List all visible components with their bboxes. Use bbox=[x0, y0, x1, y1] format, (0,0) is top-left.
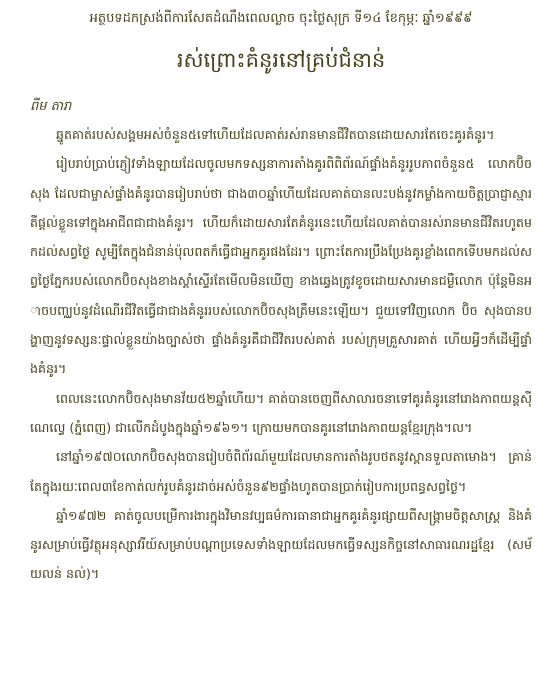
article-title: រស់ព្រោះគំនូរនៅគ្រប់ជំនាន់ bbox=[176, 48, 386, 72]
paragraph-1: ឆ្នូតគាត់របស់សង្គមអស់ចំនួន៥ទៅហើយដែលគាត់រស់រានមានជីវិតបានដោយសារតែចេះគូរគំនូរ។ bbox=[56, 127, 495, 142]
paragraph-3: ពេលនេះលោកប៊ិចសុងមានវ័យ៥២ឆ្នាំហើយ។ គាត់បានចេញពីសាលារចនាទៅគូរគំនូរនៅរោងភាពយន្តស៊ីណេល្វេ (ភ្នំពេញ) ជាលើកដំបូងក្នុងឆ្នាំ១៩៦១។ ក្រោយមកបានគូរនៅរោងភាពយន្តខ្មែរក្រុង។ល។ bbox=[30, 390, 532, 435]
paragraph-5: ឆ្នាំ១៩៧២ គាត់ចូលបម្រើការងារក្នុងវិមានវប្បធម៌ការធានាជាអ្នកគូរគំនូរផ្សាយពីសង្គ្រាមចិត្តសាស្ត្រ និងគំនូរសម្រាប់ធ្វើវត្ថុអនុស្សាវរីយ៍សម្រាប់បណ្ដាប្រទេសទាំងឡាយដែលមកធ្វើទស្សនកិច្ចនៅសាធារណរដ្ឋខ្មែរ (សម័យលន់ នល់)។ bbox=[30, 507, 532, 582]
paragraph-2: រៀបរាប់ប្រាប់ភ្ញៀវទាំងឡាយដែលចូលមកទស្សនាការតាំងគូរពិពិព័រណ៍ផ្ទាំងគំនូររូបភាពចំនួន៥ លោកប៊ិចសុង ដែលជាម្ចាស់ផ្ទាំងគំនូរបានរៀបរាប់ថា ជាង៣០ឆ្នាំហើយដែលគាត់បានលះបង់នូវកម្លាំងកាយចិត្តប្រាជ្ញាស្មារតីផ្ដល់ខ្លួនទៅក្នុងអាជីពជាជាងគំនូរ។ ហើយក៏ដោយសារតែគំនូរនេះហើយដែលគាត់បានរស់រានមានជីវិតរហូតមកដល់សព្វថ្ងៃ សូម្បីតែក្នុងជំនាន់ប៉ុលពតក៏ធ្វើជាអ្នកគូរផងដែរ។ ព្រោះតែការប្រឹងប្រែងគូរខ្លាំងពេកទើបមកដល់សព្វថ្ងៃភ្នែករបស់លោកប៊ិចសុងខាងស្ដាំស្ទើរតែមើលមិនឃើញ ខាងឆ្វេងត្រូវខូចដោយសារមានជម្ងឺលោក ប៉ុន្តែមិនអាចបញ្ឈប់នូវដំណើរជីវិតធ្វើជាជាងគំនូររបស់លោកប៊ិចសុងត្រឹមនេះឡើយ។ ជួយទៅវិញលោក ប៊ិច សុងបានបង្ហាញនូវទស្សនៈផ្ទាល់ខ្លួនយ៉ាងច្បាស់ថា ផ្ទាំងគំនូរគឺជាជីវិតរបស់គាត់ របស់ក្រុមគ្រួសារគាត់ ហើយអ្វីៗក៏ដើម្បីផ្ទាំងគំនូរ។ bbox=[30, 156, 532, 377]
paragraph-4: នៅឆ្នាំ១៩៧០លោកប៊ិចសុងបានរៀបចំពិព័រណ៍មួយដែលមានការតាំងរូបថតនូវស្ពានទួលតាមោង។ គ្រាន់តែក្នុងរយៈពេល៣ខែកាត់លក់រូបគំនូរដាច់អស់ចំនួន៩២ផ្ទាំងហូតបានប្រាក់រៀបការប្រពន្ធសព្វថ្ងៃ។ bbox=[30, 449, 532, 494]
article-source-header: អត្ថបទដកស្រង់ពីការសែតដំណឹងពេលល្ងាច ចុះថ្ងៃសុក្រ ទី១៤ ខែកុម្ភៈ ឆ្នាំ១៩៩៩ bbox=[89, 11, 473, 26]
author-byline: ពីម តារា bbox=[30, 99, 72, 114]
